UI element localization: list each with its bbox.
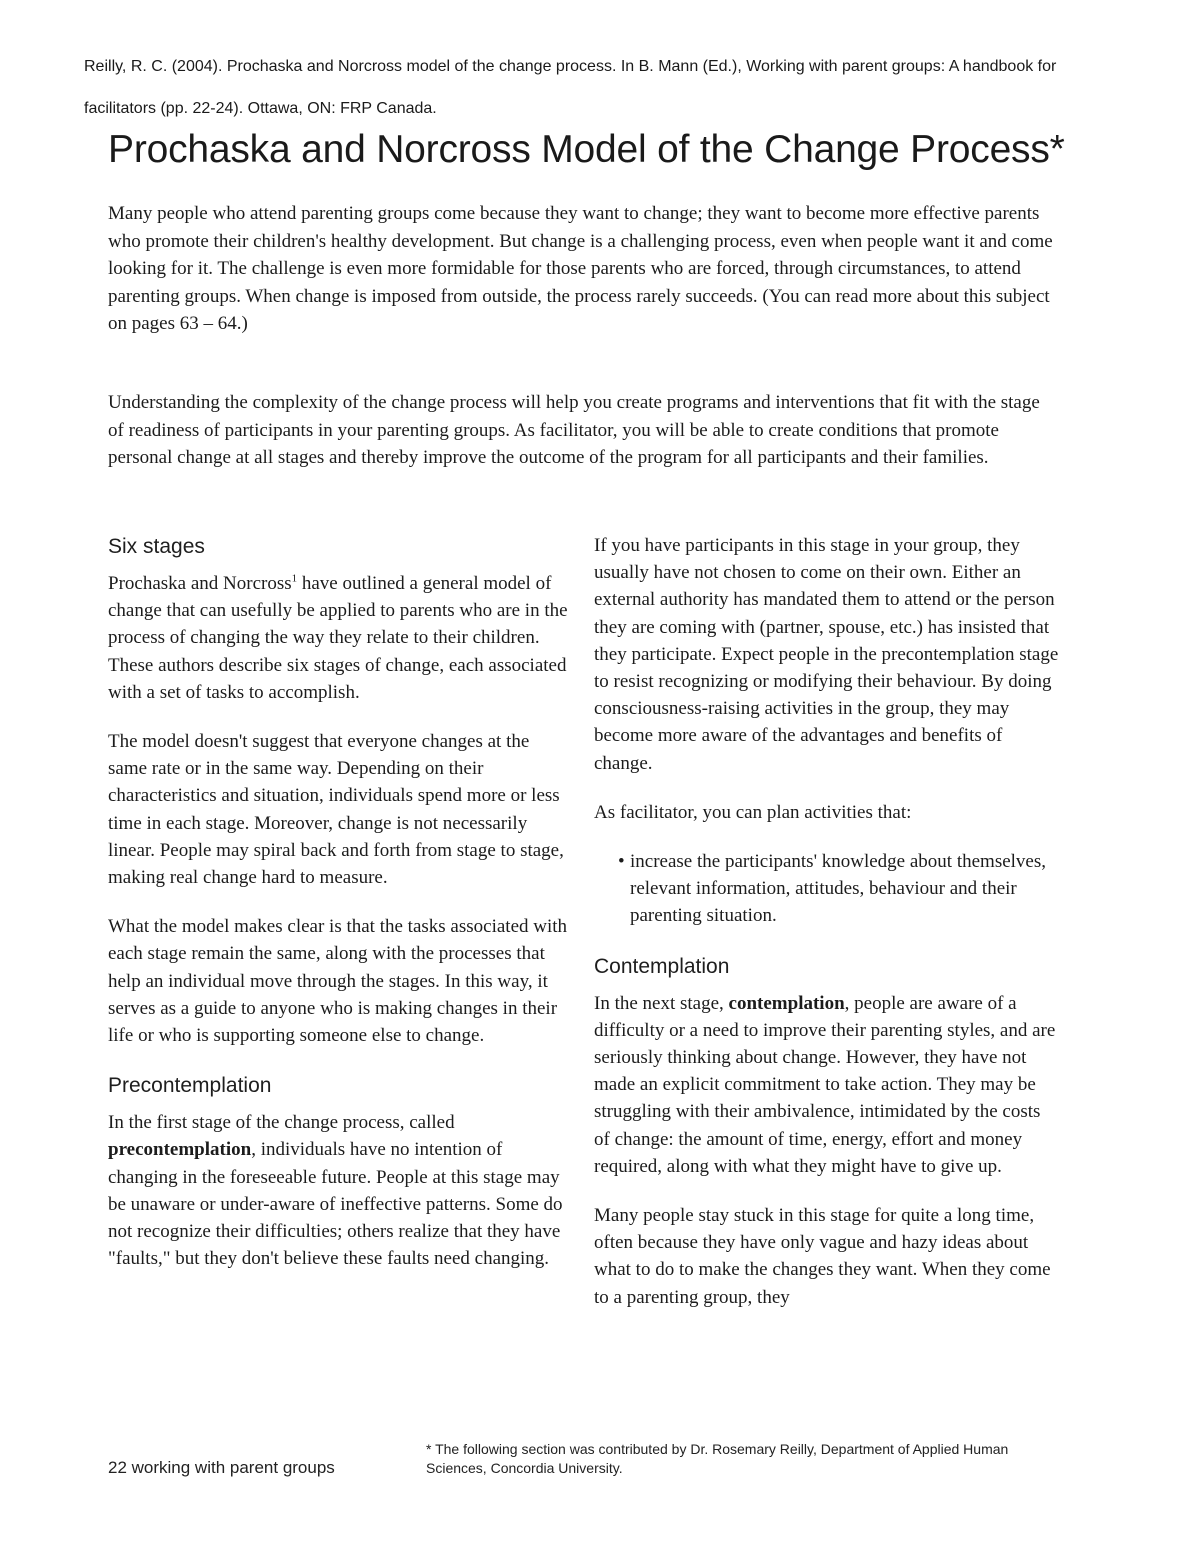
six-stages-p1-lead: Prochaska and Norcross xyxy=(108,573,292,594)
page-title: Prochaska and Norcross Model of the Change Process* xyxy=(108,128,1065,171)
precontemplation-continued-paragraph: If you have participants in this stage in your group, they usually have not chosen to come on their own. Either an external authority has mandated them to attend or the person they are coming with (partner, spouse, etc.) has insisted that they participate. Expect people in the precontemplation stage to resist recognizing or modifying their behaviour. By doing consciousness-raising activities in the group, they may become more aware of the advantages and benefits of change. xyxy=(594,535,1059,774)
contemplation-rest: , people are aware of a difficulty or a need to improve their parenting styles, and are seriously thinking about change. However, they have not made an explicit commitment to take action. They may be struggling with their ambivalence, intimidated by the costs of change: the amount of time, energy, effort and money required, along with what they might have to give up. xyxy=(594,992,1056,1177)
intro-paragraph-1: Many people who attend parenting groups come because they want to change; they want to become more effective parents who promote their children's healthy development. But change is a challenging process, even when people want it and come looking for it. The challenge is even more formidable for those parents who are forced, through circumstances, to attend parenting groups. When change is imposed from outside, the process rarely succeeds. (You can read more about this subject on pages 63 – 64.) xyxy=(108,203,1053,335)
contemplation-paragraph-1 xyxy=(594,990,1060,1180)
list-item: • increase the participants' knowledge about themselves, relevant information, attitudes, behaviour and their parenting situation. xyxy=(618,848,1060,930)
precontemplation-paragraph xyxy=(108,1109,570,1272)
facilitator-activities-intro: As facilitator, you can plan activities that: xyxy=(594,801,912,823)
activities-list xyxy=(594,848,1060,930)
contemplation-heading: Contemplation xyxy=(594,954,730,978)
citation-line-2: facilitators (pp. 22-24). Ottawa, ON: FRP Canada. xyxy=(84,100,437,117)
citation-line-1: Reilly, R. C. (2004). Prochaska and Norcross model of the change process. In B. Mann (Ed.), Working with parent groups: A handbook for xyxy=(84,58,1057,75)
six-stages-paragraph-2: The model doesn't suggest that everyone changes at the same rate or in the same way. Depending on their characteristics and situation, individuals spend more or less time in each stage. Moreover, change is not necessarily linear. People may spiral back and forth from stage to stage, making real change hard to measure. xyxy=(108,731,564,889)
citation xyxy=(84,46,1184,130)
six-stages-paragraph-1 xyxy=(108,570,570,706)
precontemplation-heading: Precontemplation xyxy=(108,1074,272,1098)
footnote-line-1: * The following section was contributed by Dr. Rosemary Reilly, Department of Applied Human xyxy=(426,1441,1009,1457)
six-stages-heading: Six stages xyxy=(108,535,205,558)
contemplation-paragraph-2: Many people stay stuck in this stage for quite a long time, often because they have only vague and hazy ideas about what to do to make the changes they want. When they come to a parenting group, they xyxy=(594,1205,1051,1308)
footnote-ref-1: 1 xyxy=(291,572,298,585)
six-stages-paragraph-3: What the model makes clear is that the tasks associated with each stage remain the same, along with the processes that help an individual move through the stages. In this way, it serves as a guide to anyone who is making changes in their life or who is supporting someone else to change. xyxy=(108,916,568,1047)
precontemplation-lead: In the first stage of the change process, called xyxy=(108,1112,455,1134)
page-footer-label: 22 working with parent groups xyxy=(108,1458,335,1477)
right-column xyxy=(594,532,1060,1333)
precontemplation-rest: , individuals have no intention of changing in the foreseeable future. People at this stage may be unaware or under-aware of ineffective patterns. Some do not recognize their difficulties; others realize that they have "faults," but they don't believe these faults need changing. xyxy=(108,1139,563,1270)
left-column xyxy=(108,532,570,1294)
intro-paragraph-2: Understanding the complexity of the change process will help you create programs and interventions that fit with the stage of readiness of participants in your parenting groups. As facilitator, you will be able to create conditions that promote personal change at all stages and thereby improve the outcome of the program for all participants and their families. xyxy=(108,392,1040,469)
precontemplation-term: precontemplation xyxy=(108,1139,252,1161)
footnote-line-2: Sciences, Concordia University. xyxy=(426,1460,623,1476)
footnote xyxy=(426,1440,1086,1478)
contemplation-term: contemplation xyxy=(728,992,845,1014)
six-stages-p1-rest: have outlined a general model of change that can usefully be applied to parents who are in the process of changing the way they relate to their children. These authors describe six stages of change, each associated with a set of tasks to accomplish. xyxy=(108,573,568,703)
contemplation-lead: In the next stage, xyxy=(594,992,729,1014)
